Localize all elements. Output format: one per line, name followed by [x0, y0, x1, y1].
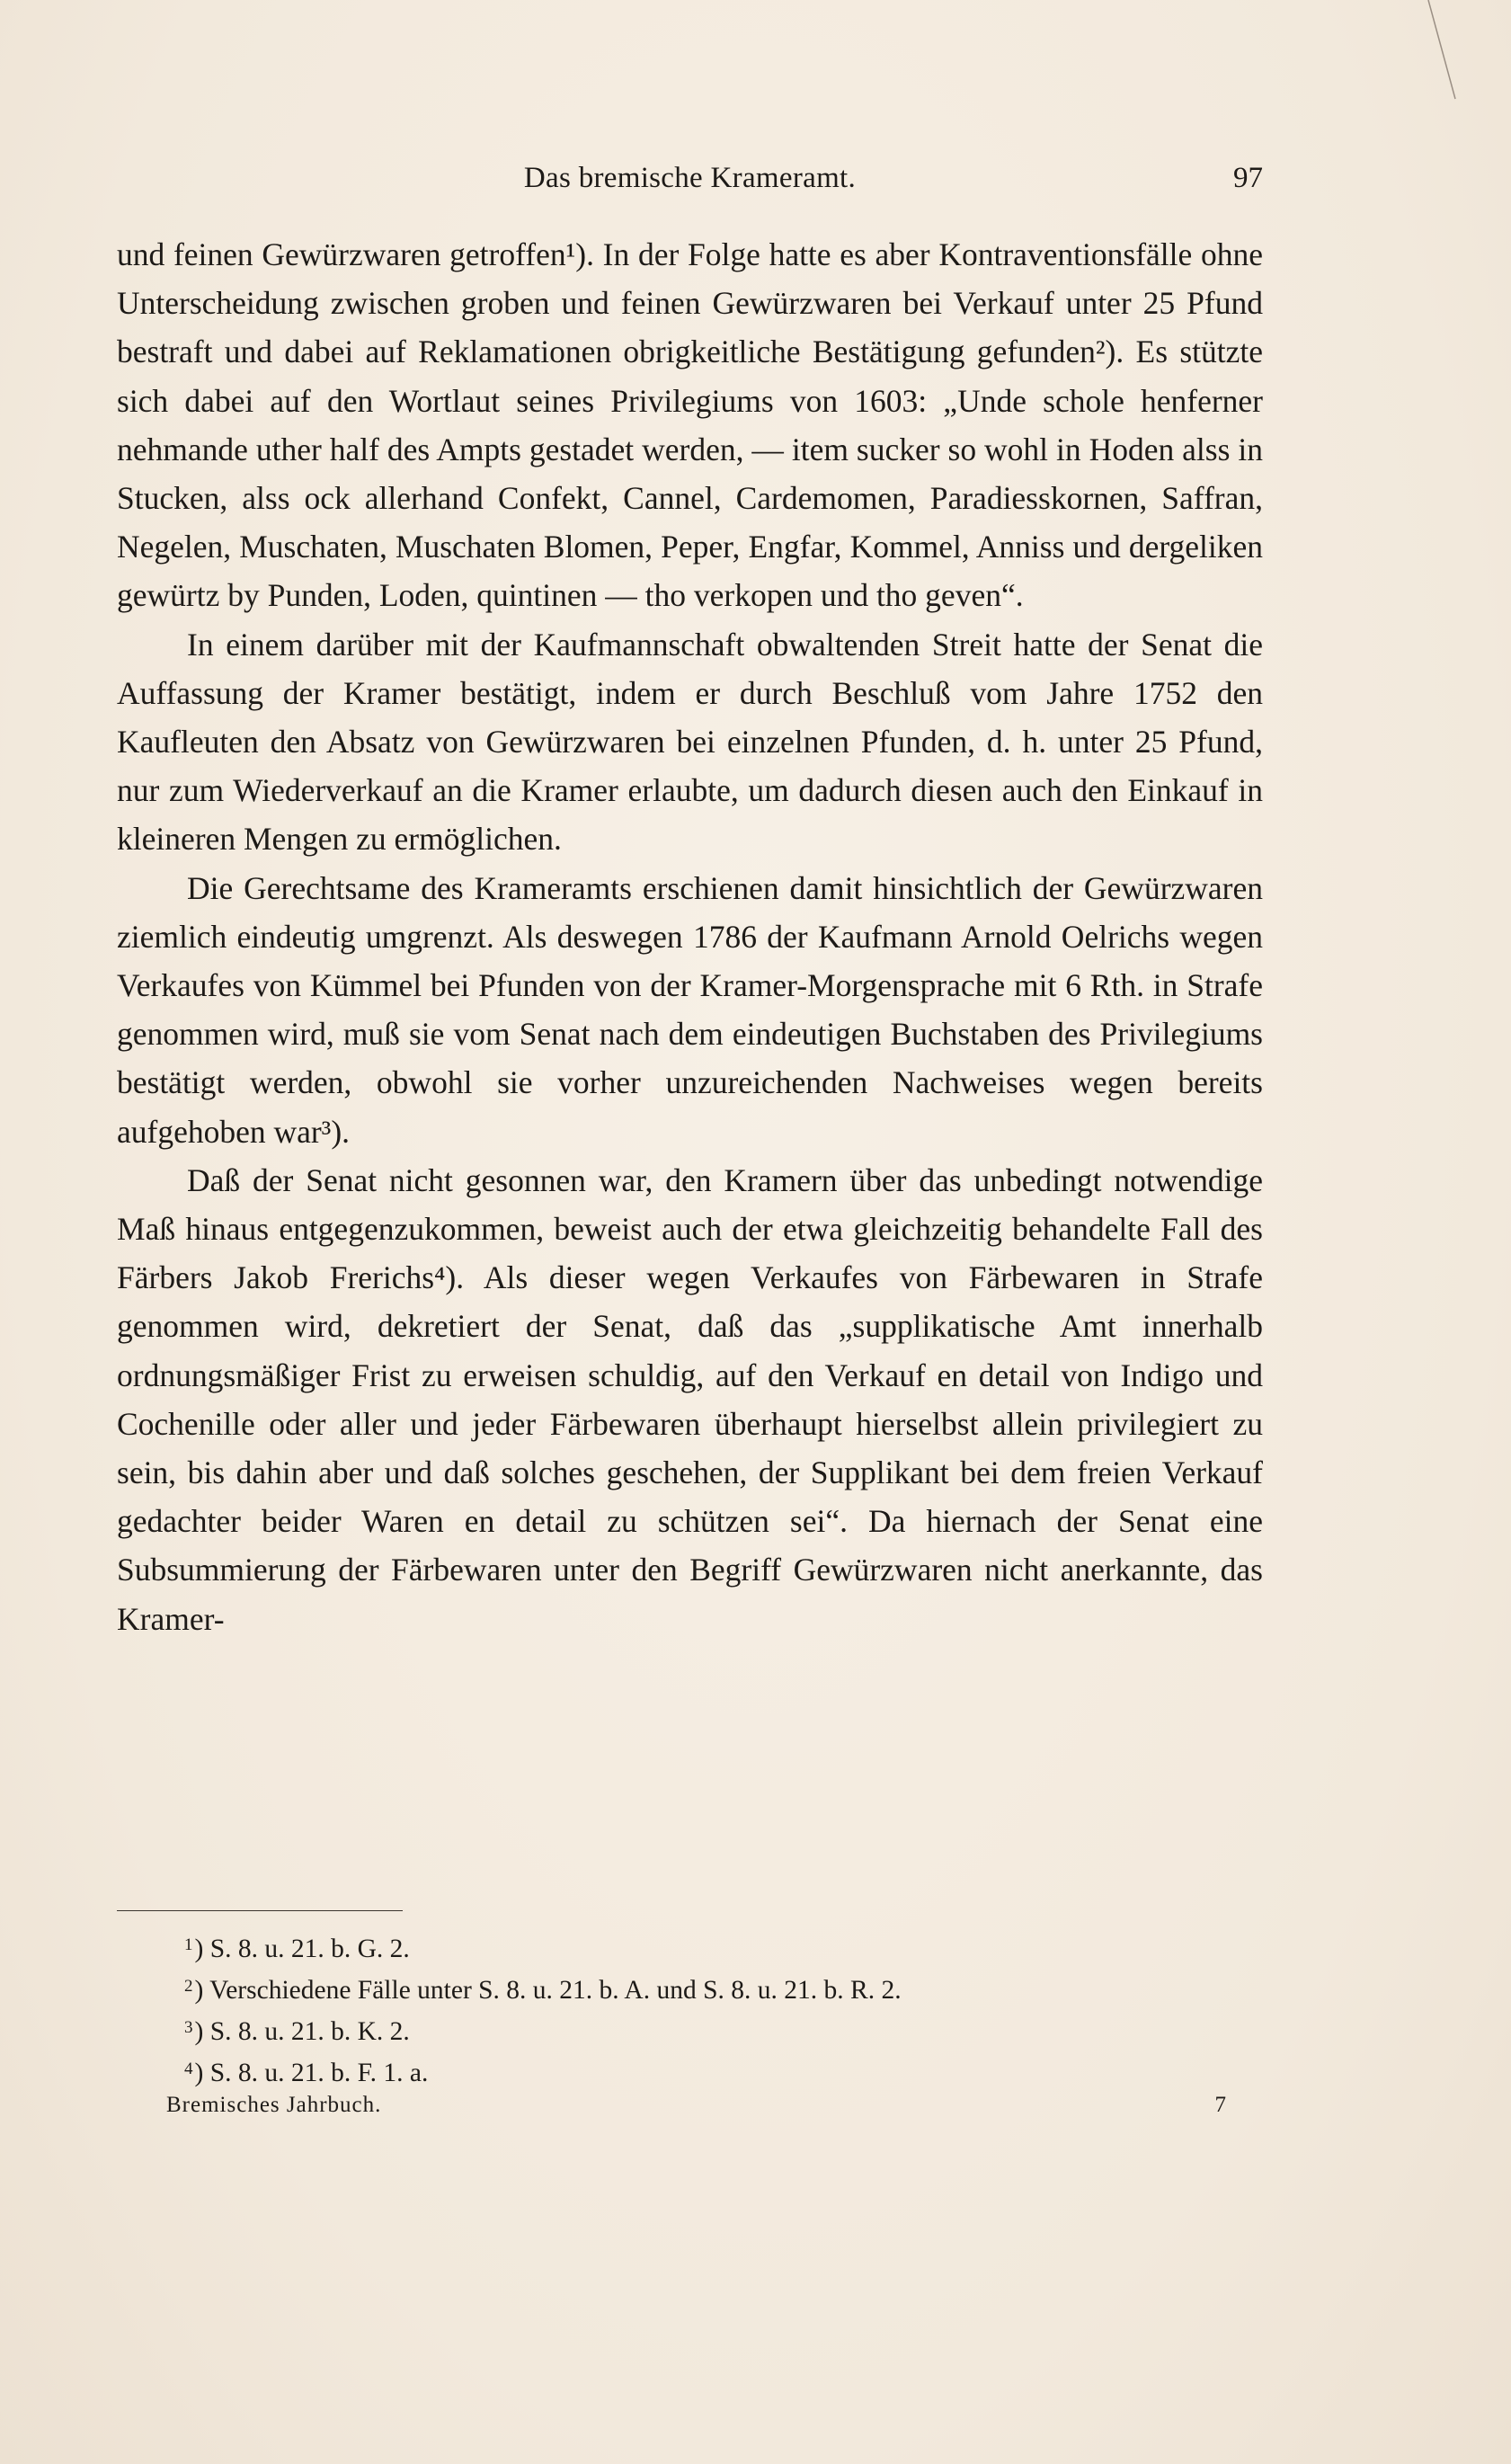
footnote-mark: 2 [184, 1977, 193, 1996]
footnote-text: S. 8. u. 21. b. F. 1. a. [209, 2059, 429, 2087]
footnotes [184, 1926, 1263, 2092]
body-text [117, 230, 1263, 1643]
footnote: $^3$) S. 8. u. 21. b. K. 2. [184, 2017, 410, 2046]
page-footer [166, 2093, 1227, 2129]
publication-title: Bremisches Jahrbuch. [166, 2093, 382, 2117]
page-corner-mark [1421, 0, 1475, 108]
footnote: $^1$) S. 8. u. 21. b. G. 2. [184, 1935, 410, 1963]
footnote-mark: 3 [184, 2018, 193, 2037]
footnote-text: S. 8. u. 21. b. K. 2. [209, 2017, 410, 2046]
running-title: Das bremische Krameramt. [523, 162, 857, 194]
signature-number: 7 [1214, 2093, 1227, 2117]
footnote-text: S. 8. u. 21. b. G. 2. [209, 1935, 410, 1963]
footnote-text: Verschiedene Fälle unter S. 8. u. 21. b. A. und S. 8. u. 21. b. R. 2. [209, 1976, 902, 2005]
footnote: $^2$) Verschiedene Fälle unter S. 8. u. 21. b. A. und S. 8. u. 21. b. R. 2. [184, 1976, 902, 2005]
paragraph: Die Gerechtsame des Krameramts erschienen damit hinsichtlich der Gewürzwaren ziemlich eindeutig umgrenzt. Als deswegen 1786 der Kaufmann Arnold Oelrichs wegen Verkaufes von Kümmel bei Pfunden von der Kramer-Morgensprache mit 6 Rth. in Strafe genommen wird, muß sie vom Senat nach dem eindeutigen Buchstaben des Privilegiums bestätigt werden, obwohl sie vorher unzureichenden Nachweises wegen bereits aufgehoben war³). [117, 869, 1263, 1150]
footnote-mark: 4 [184, 2059, 193, 2078]
paragraph: und feinen Gewürzwaren getroffen¹). In der Folge hatte es aber Kontraventionsfälle ohne Unterscheidung zwischen groben und feinen Gewürzwaren bei Verkauf unter 25 Pfund bestraft und dabei auf Reklamationen obrigkeitliche Bestätigung gefunden²). Es stützte sich dabei auf den Wortlaut seines Privilegiums von 1603: „Unde schole henferner nehmande uther half des Ampts gestadet werden, — item sucker so wohl in Hoden alss in Stucken, alss ock allerhand Confekt, Cannel, Cardemomen, Paradiesskornen, Saffran, Negelen, Muschaten, Muschaten Blomen, Peper, Engfar, Kommel, Anniss und dergeliken gewürtz by Punden, Loden, quintinen — tho verkopen und tho geven“. [117, 236, 1263, 614]
footnote: $^4$) S. 8. u. 21. b. F. 1. a. [184, 2059, 429, 2087]
page-number: 97 [1233, 162, 1263, 194]
running-header [117, 162, 1263, 207]
paragraph: Daß der Senat nicht gesonnen war, den Kramern über das unbedingt notwendige Maß hinaus entgegenzukommen, beweist auch der etwa gleichzeitig behandelte Fall des Färbers Jakob Frerichs⁴). Als dieser wegen Verkaufes von Färbewaren in Strafe genommen wird, dekretiert der Senat, daß das „supplikatische Amt innerhalb ordnungsmäßiger Frist zu erweisen schuldig, auf den Verkauf en detail von Indigo und Cochenille oder aller und jeder Färbewaren überhaupt hierselbst allein privilegiert zu sein, bis dahin aber und daß solches geschehen, der Supplikant bei dem freien Verkauf gedachter beider Waren en detail zu schützen sei“. Da hiernach der Senat eine Subsummierung der Färbewaren unter den Begriff Gewürzwaren nicht anerkannte, das Kramer- [117, 1161, 1263, 1637]
footnote-divider [117, 1910, 403, 1911]
footnote-mark: 1 [184, 1935, 193, 1954]
paragraph: In einem darüber mit der Kaufmannschaft obwaltenden Streit hatte der Senat die Auffassung der Kramer bestätigt, indem er durch Beschluß vom Jahre 1752 den Kaufleuten den Absatz von Gewürzwaren bei einzelnen Pfunden, d. h. unter 25 Pfund, nur zum Wiederverkauf an die Kramer erlaubte, um dadurch diesen auch den Einkauf in kleineren Mengen zu ermöglichen. [117, 626, 1263, 858]
